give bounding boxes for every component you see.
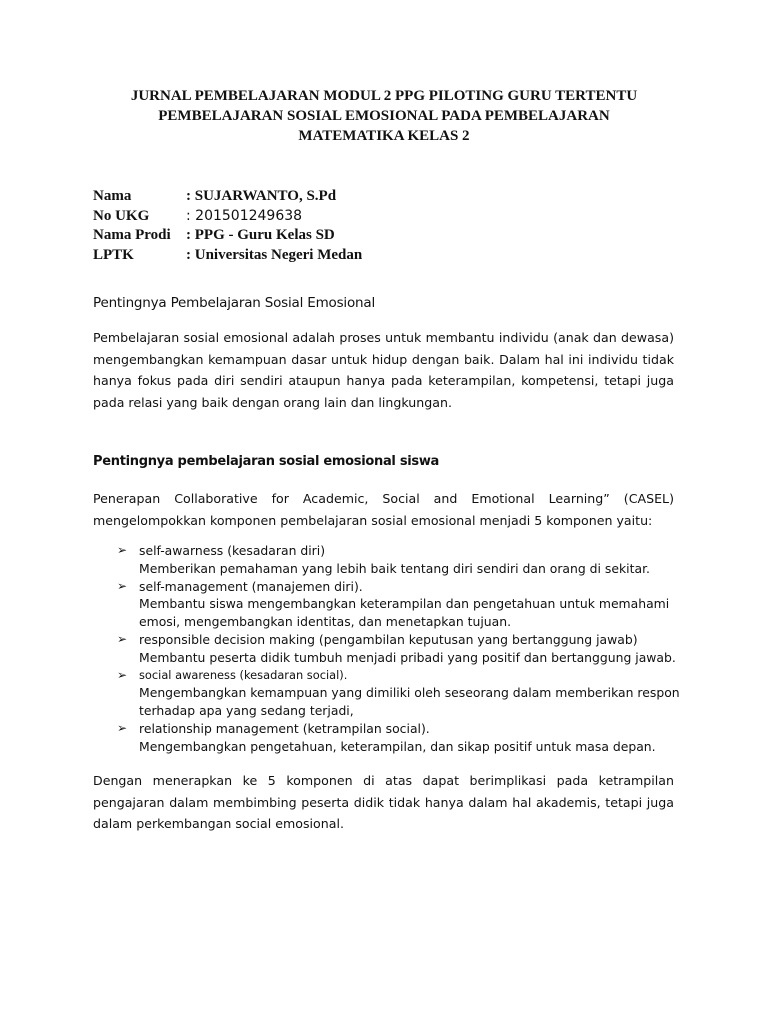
component-desc: Membantu peserta didik tumbuh menjadi pribadi yang positif dan bertanggung jawab.: [139, 649, 676, 665]
component-title: social awareness (kesadaran social).: [139, 667, 348, 682]
info-value: : PPG - Guru Kelas SD: [186, 227, 335, 243]
conclusion-paragraph: Dengan menerapkan ke 5 komponen di atas dapat berimplikasi pada ketrampilan pengajaran dalam membimbing peserta didik tidak hanya dalam hal akademis, tetapi juga dalam perkembangan social emosional.: [93, 773, 674, 831]
info-row-nama: [93, 187, 362, 207]
component-desc: Memberikan pemahaman yang lebih baik tentang diri sendiri dan orang di sekitar.: [139, 560, 650, 576]
list-item: [93, 720, 693, 756]
info-row-nama-prodi: [93, 226, 362, 246]
arrow-bullet-icon: ➢: [117, 631, 128, 646]
title-line-2: PEMBELAJARAN SOSIAL EMOSIONAL PADA PEMBELAJARAN: [158, 108, 610, 124]
info-row-no-ukg: [93, 207, 362, 227]
list-item: [93, 578, 693, 631]
list-item: [93, 631, 693, 667]
document-title: [100, 86, 668, 146]
arrow-bullet-icon: ➢: [117, 720, 128, 735]
component-desc: Mengembangkan kemampuan yang dimiliki oleh seseorang dalam memberikan respon terhadap apa yang sedang terjadi,: [139, 685, 680, 719]
list-item: [93, 542, 693, 578]
section-2-intro: Penerapan Collaborative for Academic, Social and Emotional Learning” (CASEL) mengelompokkan komponen pembelajaran sosial emosional menjadi 5 komponen yaitu:: [93, 491, 674, 528]
section-1-heading: Pentingnya Pembelajaran Sosial Emosional: [93, 295, 375, 311]
info-label: LPTK: [93, 246, 134, 263]
component-title: self-awarness (kesadaran diri): [139, 543, 326, 558]
title-line-3: MATEMATIKA KELAS 2: [298, 128, 470, 144]
info-value: : 201501249638: [186, 207, 303, 224]
info-label: Nama: [93, 188, 132, 204]
arrow-bullet-icon: ➢: [117, 578, 128, 593]
title-line-1: JURNAL PEMBELAJARAN MODUL 2 PPG PILOTING GURU TERTENTU: [130, 88, 638, 104]
info-label: Nama Prodi: [93, 227, 171, 243]
info-label: No UKG: [93, 207, 150, 224]
component-title: responsible decision making (pengambilan keputusan yang bertanggung jawab): [139, 631, 638, 647]
arrow-bullet-icon: ➢: [117, 543, 128, 557]
component-title: relationship management (ketrampilan social).: [139, 720, 430, 736]
components-list: [93, 542, 693, 756]
section-2-heading: Pentingnya pembelajaran sosial emosional siswa: [93, 454, 440, 469]
author-info: [93, 187, 362, 265]
info-value: : Universitas Negeri Medan: [186, 246, 363, 263]
info-value: : SUJARWANTO, S.Pd: [186, 188, 337, 204]
component-desc: Mengembangkan pengetahuan, keterampilan, dan sikap positif untuk masa depan.: [139, 738, 656, 754]
section-1-paragraph: Pembelajaran sosial emosional adalah proses untuk membantu individu (anak dan dewasa) mengembangkan kemampuan dasar untuk hidup dengan baik. Dalam hal ini individu tidak hanya fokus pada diri sendiri ataupun hanya pada keterampilan, kompetensi, tetapi juga pada relasi yang baik dengan orang lain dan lingkungan.: [93, 330, 674, 410]
component-desc: Membantu siswa mengembangkan keterampilan dan pengetahuan untuk memahami emosi, mengembangkan identitas, dan menetapkan tujuan.: [139, 596, 670, 630]
arrow-bullet-icon: ➢: [117, 667, 128, 682]
list-item: [93, 667, 693, 720]
component-title: self-management (manajemen diri).: [139, 578, 363, 594]
info-row-lptk: [93, 246, 362, 266]
